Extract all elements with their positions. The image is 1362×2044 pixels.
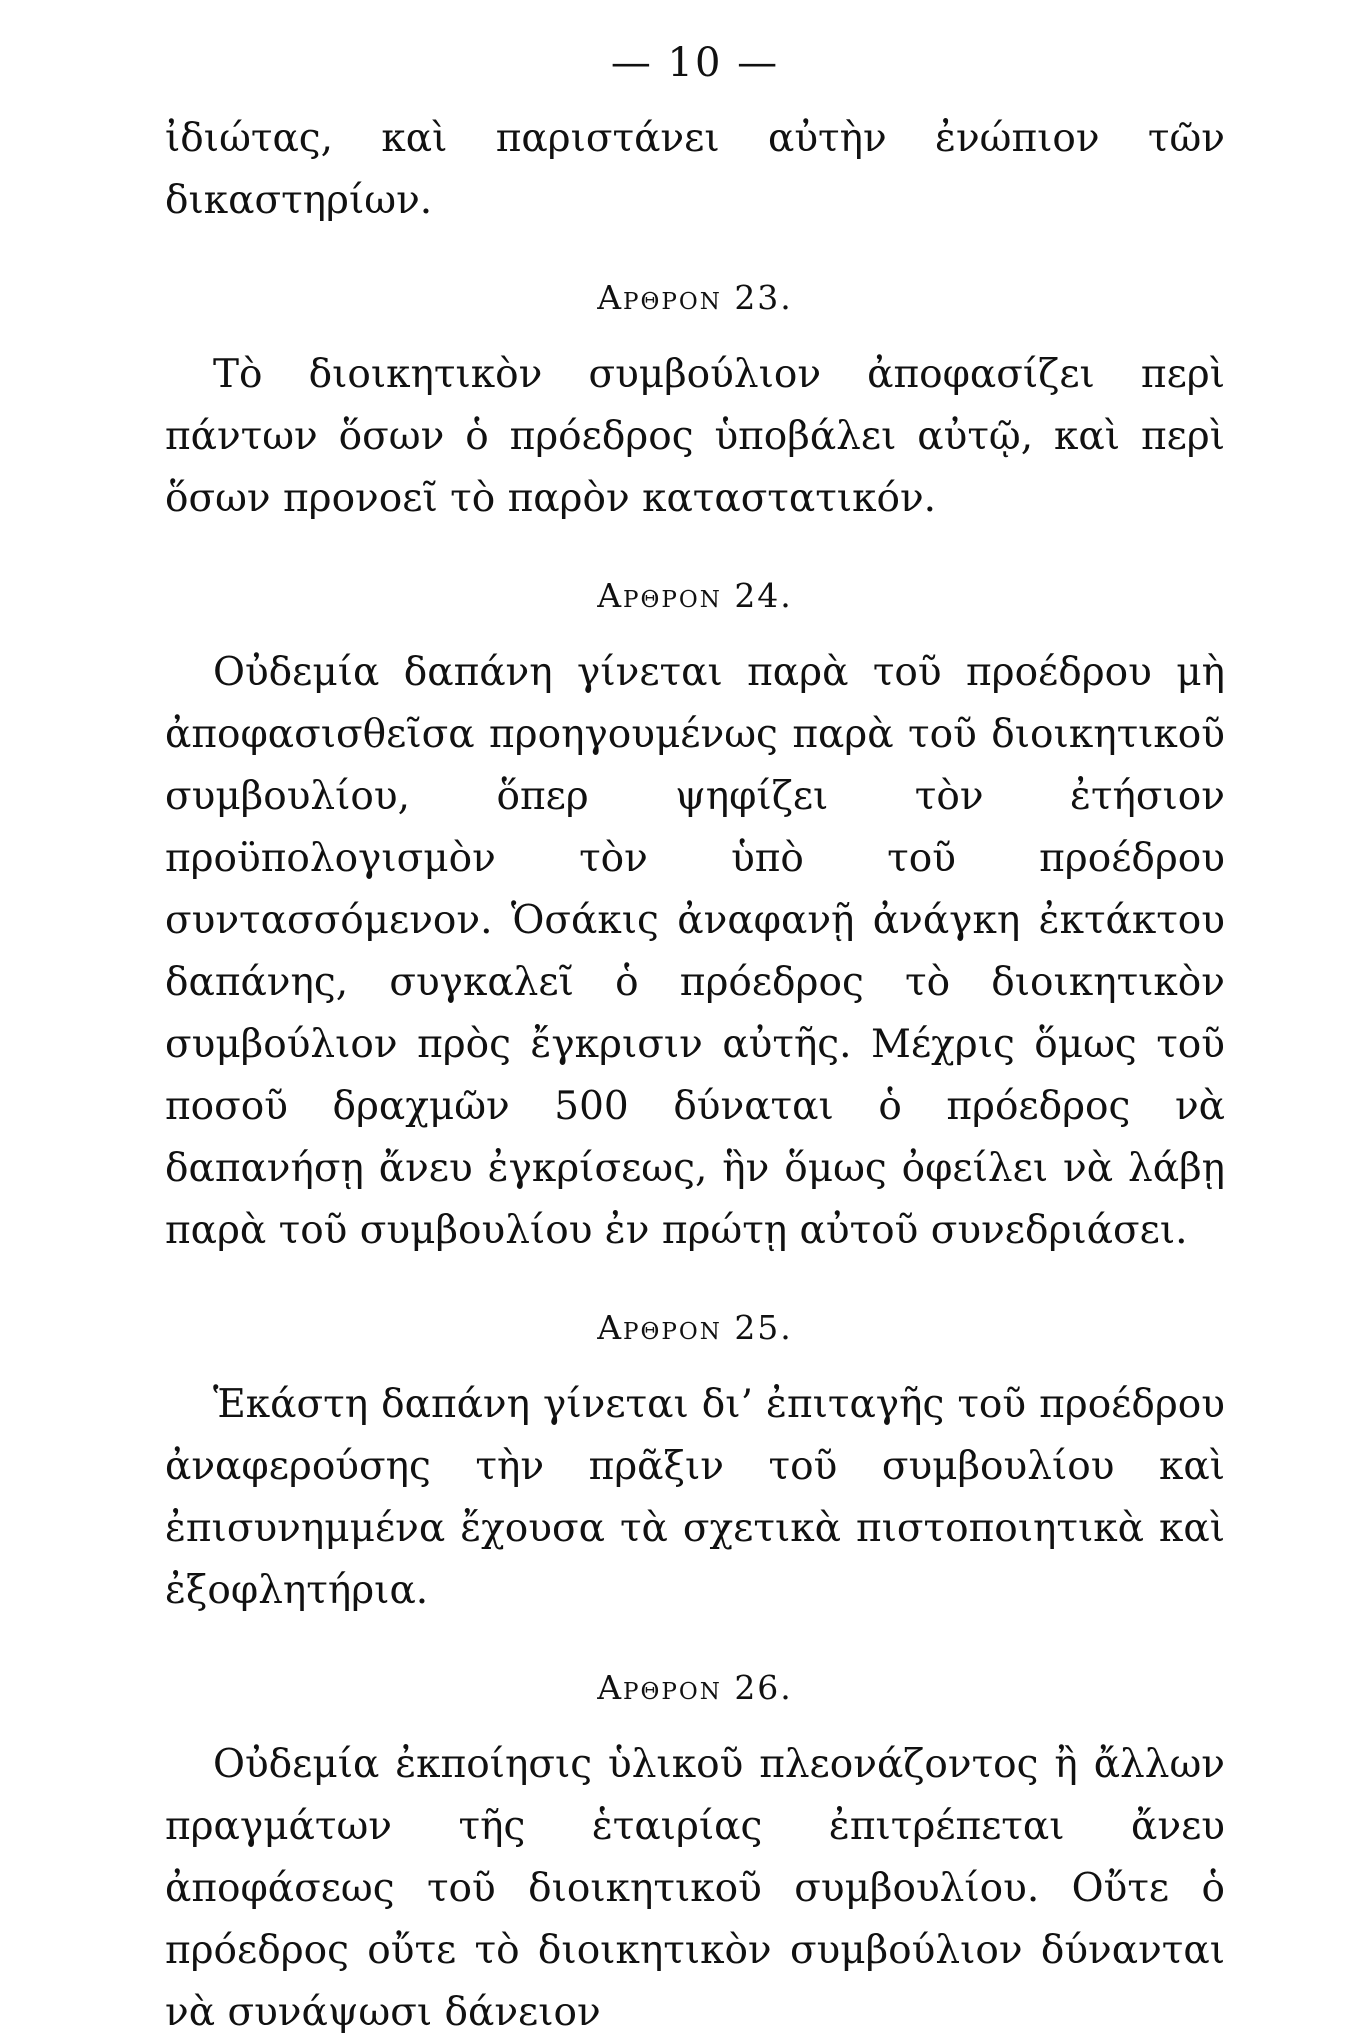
- article-heading-25: [165, 1308, 1225, 1348]
- article-heading-24: [165, 576, 1225, 616]
- document-page: [165, 40, 1225, 2044]
- paragraph-continuation: ἰδιώτας, καὶ παριστάνει αὐτὴν ἐνώπιον τῶν δικαστηρίων.: [165, 116, 1225, 223]
- article-heading-26: [165, 1668, 1225, 1708]
- article-26-paragraph: Οὐδεμία ἐκποίησις ὑλικοῦ πλεονάζοντος ἢ ἄλλων πραγμάτων τῆς ἑταιρίας ἐπιτρέπεται ἄνευ ἀποφάσεως τοῦ διοικητικοῦ συμβουλίου. Οὔτε ὁ πρόεδρος οὔτε τὸ διοικητικὸν συμβούλιον δύνανται νὰ συνάψωσι δάνειον: [165, 1742, 1225, 2035]
- article-25-paragraph: Ἑκάστη δαπάνη γίνεται δι’ ἐπιταγῆς τοῦ προέδρου ἀναφερούσης τὴν πρᾶξιν τοῦ συμβουλίου καὶ ἐπισυνημμένα ἔχουσα τὰ σχετικὰ πιστοποιητικὰ καὶ ἐξοφλητήρια.: [165, 1382, 1225, 1613]
- article-heading-25-text: Αρθρον 25.: [597, 1308, 793, 1347]
- article-heading-26-text: Αρθρον 26.: [597, 1668, 793, 1707]
- article-23-paragraph: Τὸ διοικητικὸν συμβούλιον ἀποφασίζει περὶ πάντων ὅσων ὁ πρόεδρος ὑποβάλει αὐτῷ, καὶ περὶ ὅσων προνοεῖ τὸ παρὸν καταστατικόν.: [165, 352, 1225, 521]
- article-heading-23: [165, 278, 1225, 318]
- article-heading-24-text: Αρθρον 24.: [597, 576, 793, 615]
- article-24-paragraph: Οὐδεμία δαπάνη γίνεται παρὰ τοῦ προέδρου μὴ ἀποφασισθεῖσα προηγουμένως παρὰ τοῦ διοικητικοῦ συμβουλίου, ὅπερ ψηφίζει τὸν ἐτήσιον προϋπολογισμὸν τὸν ὑπὸ τοῦ προέδρου συντασσόμενον. Ὁσάκις ἀναφανῇ ἀνάγκη ἐκτάκτου δαπάνης, συγκαλεῖ ὁ πρόεδρος τὸ διοικητικὸν συμβούλιον πρὸς ἔγκρισιν αὐτῆς. Μέχρις ὅμως τοῦ ποσοῦ δραχμῶν 500 δύναται ὁ πρόεδρος νὰ δαπανήσῃ ἄνευ ἐγκρίσεως, ἣν ὅμως ὀφείλει νὰ λάβῃ παρὰ τοῦ συμβουλίου ἐν πρώτῃ αὐτοῦ συνεδριάσει.: [165, 650, 1225, 1253]
- page-number: — 10 —: [610, 40, 780, 86]
- article-heading-23-text: Αρθρον 23.: [597, 278, 793, 317]
